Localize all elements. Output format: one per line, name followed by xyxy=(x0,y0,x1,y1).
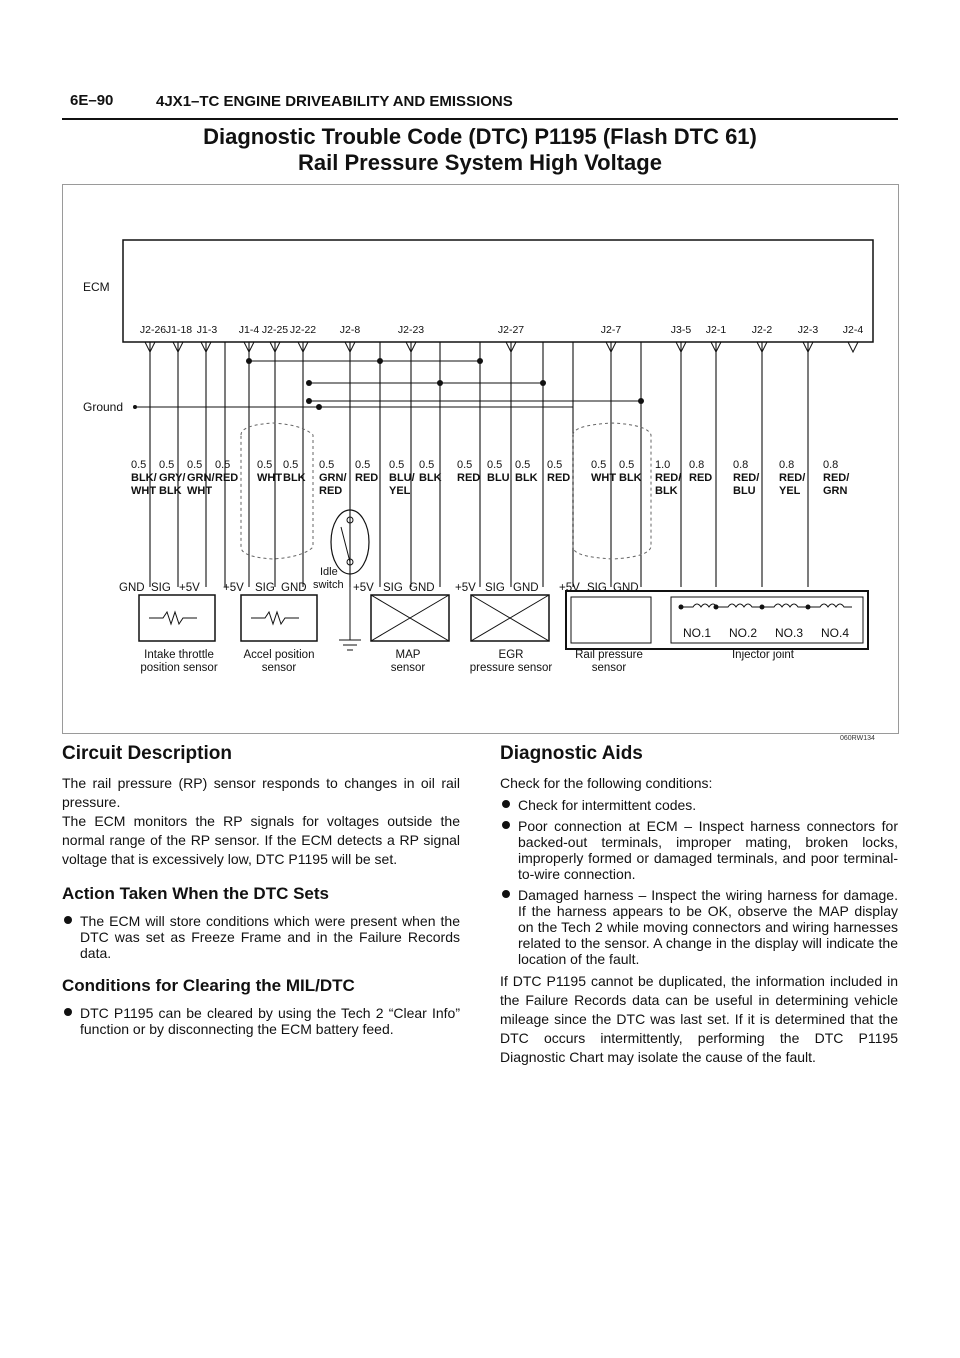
wire-label: 0.5 xyxy=(389,459,405,471)
pin-label: J3-5 xyxy=(670,324,692,336)
bullet-icon xyxy=(64,916,72,924)
wire-label: 0.5 xyxy=(159,459,175,471)
wire-label: 0.5 xyxy=(355,459,371,471)
wire-label: 0.5 xyxy=(591,459,607,471)
terminal-label: +5V xyxy=(455,582,476,594)
wire-label: BLK xyxy=(655,485,678,497)
wiring-diagram xyxy=(62,184,899,734)
wire-label: WHT xyxy=(131,485,157,497)
list-item: Poor connection at ECM – Inspect harness connectors for backed-out terminals, improper mating, broken locks, improperly formed or damaged terminals, and poor terminal-to-wire connection. xyxy=(500,818,898,882)
diagnostic-aids-heading: Diagnostic Aids xyxy=(500,743,643,764)
wire-label: BLU xyxy=(733,485,756,497)
wire-label: BLK xyxy=(283,472,306,484)
injector-label: NO.2 xyxy=(729,626,758,640)
bullet-icon xyxy=(64,1008,72,1016)
wire-label: 0.5 xyxy=(319,459,335,471)
left-column xyxy=(62,742,460,1042)
shield-outline-accel xyxy=(241,423,313,559)
diagnostic-aids-intro: Check for the following conditions: xyxy=(500,775,713,791)
pin-label: J1-3 xyxy=(196,324,218,336)
bullet-icon xyxy=(502,800,510,808)
circuit-description-heading: Circuit Description xyxy=(62,743,232,764)
wire-label: 0.8 xyxy=(779,459,795,471)
pin-label: J2-25 xyxy=(261,324,289,336)
wire-label: YEL xyxy=(779,485,801,497)
wire-label: RED/ xyxy=(779,472,806,484)
pin-label: J2-22 xyxy=(289,324,317,336)
wire-label: RED xyxy=(215,472,239,484)
wire-label: 0.8 xyxy=(823,459,839,471)
wire-label: GRN xyxy=(823,485,848,497)
wire-label: BLU/ xyxy=(389,472,415,484)
wire-label: YEL xyxy=(389,485,411,497)
wire-label: RED xyxy=(547,472,571,484)
diagnostic-aids-list xyxy=(500,797,898,967)
wire-label: GRN/ xyxy=(319,472,347,484)
wire-label: RED/ xyxy=(823,472,850,484)
pin-label: J2-2 xyxy=(751,324,773,336)
wire-label: 0.8 xyxy=(733,459,749,471)
ground-label: Ground xyxy=(83,400,124,414)
action-taken-list xyxy=(62,913,460,961)
pin-labels xyxy=(140,324,864,336)
junction-dot xyxy=(437,380,443,386)
terminal-label: SIG xyxy=(587,582,607,594)
idle-switch-label-1: Idle xyxy=(320,566,338,578)
junction-dot xyxy=(638,398,644,404)
wire-label: 0.5 xyxy=(131,459,147,471)
pin-label: J2-3 xyxy=(797,324,819,336)
wire-label: 0.5 xyxy=(515,459,531,471)
section-title: 4JX1–TC ENGINE DRIVEABILITY AND EMISSIONS xyxy=(156,93,513,110)
bullet-icon xyxy=(502,890,510,898)
component-labels xyxy=(140,626,849,674)
right-column xyxy=(500,742,898,1067)
pin-label: J2-23 xyxy=(397,324,425,336)
wire-label: BLK xyxy=(515,472,538,484)
document-title xyxy=(62,124,898,176)
pin-label: J1-18 xyxy=(165,324,193,336)
pin-label: J2-27 xyxy=(497,324,525,336)
wire-label: 0.8 xyxy=(689,459,705,471)
injector-label: NO.4 xyxy=(821,626,850,640)
injector-label: NO.1 xyxy=(683,626,712,640)
wire-label: 0.5 xyxy=(419,459,435,471)
component-label: sensor xyxy=(261,662,297,674)
terminal-label: SIG xyxy=(151,582,171,594)
wire-labels xyxy=(131,459,849,497)
title-line-2: Rail Pressure System High Voltage xyxy=(298,150,662,175)
wire-label: RED xyxy=(689,472,713,484)
terminal-label: +5V xyxy=(179,582,200,594)
component-label: sensor xyxy=(591,662,627,674)
junction-dot xyxy=(477,358,483,364)
wire-label: BLU xyxy=(487,472,510,484)
pin-label: J2-1 xyxy=(705,324,727,336)
wire-label: GRY/ xyxy=(159,472,186,484)
wire-label: 0.5 xyxy=(487,459,503,471)
action-taken-heading: Action Taken When the DTC Sets xyxy=(62,884,329,903)
junction-dot xyxy=(540,380,546,386)
page-number: 6E–90 xyxy=(70,92,114,109)
junction-dot xyxy=(306,380,312,386)
wire-label: 0.5 xyxy=(547,459,563,471)
terminal-label: +5V xyxy=(223,582,244,594)
wire-label: RED xyxy=(457,472,481,484)
pin-label: J2-8 xyxy=(339,324,361,336)
terminal-label: GND xyxy=(281,582,307,594)
wire-label: BLK/ xyxy=(131,472,157,484)
wire-label: RED/ xyxy=(655,472,682,484)
wire-label: WHT xyxy=(257,472,283,484)
wire-label: BLK xyxy=(619,472,642,484)
junction-dot xyxy=(316,404,322,410)
injector-coil xyxy=(716,604,760,607)
diagnostic-aids-closing: If DTC P1195 cannot be duplicated, the information included in the Failure Records data can be useful in determining vehicle mileage since the DTC was last set. If it is determined that the DTC occurs intermittently, performing the DTC P1195 Diagnostic Chart may isolate the cause of the fault. xyxy=(500,973,898,1065)
injector-label: NO.3 xyxy=(775,626,804,640)
terminal-labels xyxy=(119,582,639,594)
component-label: Intake throttle xyxy=(144,649,214,661)
egr-sensor-cross xyxy=(471,595,549,641)
map-sensor-cross xyxy=(371,595,449,641)
component-label: EGR xyxy=(498,649,524,661)
page-header xyxy=(62,88,898,120)
junction-dot xyxy=(377,358,383,364)
terminal-label: GND xyxy=(119,582,145,594)
injector-coil xyxy=(762,604,806,607)
resistor-symbol xyxy=(251,612,299,624)
list-item: The ECM will store conditions which were present when the DTC was set as Freeze Frame and in the Failure Records data. xyxy=(62,913,460,961)
bullet-icon xyxy=(502,821,510,829)
wire-label: BLK xyxy=(159,485,182,497)
wire-label: GRN/ xyxy=(187,472,215,484)
wire-label: 0.5 xyxy=(187,459,203,471)
wire-label: 1.0 xyxy=(655,459,671,471)
component-label: position sensor xyxy=(140,662,218,674)
clearing-heading: Conditions for Clearing the MIL/DTC xyxy=(62,976,355,995)
ecm-label: ECM xyxy=(83,280,110,294)
terminal-label: GND xyxy=(513,582,539,594)
pin-label: J2-26 xyxy=(139,324,167,336)
component-boxes xyxy=(139,591,868,649)
rail-pressure-sensor-box xyxy=(571,597,651,643)
component-label: MAP xyxy=(395,649,421,661)
shield-outline-rail xyxy=(573,423,651,559)
wire-label: 0.5 xyxy=(457,459,473,471)
injector-coil xyxy=(808,604,852,607)
wire-label: RED/ xyxy=(733,472,760,484)
idle-switch-label-2: switch xyxy=(313,579,344,591)
rail-injector-outer-box xyxy=(566,591,868,649)
component-label: Accel position xyxy=(243,649,315,661)
component-label: pressure sensor xyxy=(469,662,553,674)
pin-label: J1-4 xyxy=(238,324,260,336)
component-label: sensor xyxy=(390,662,426,674)
list-item: Check for intermittent codes. xyxy=(500,797,898,813)
resistor-symbol xyxy=(149,612,197,624)
terminal-label: +5V xyxy=(353,582,374,594)
wire-label: RED xyxy=(355,472,379,484)
wire-label: WHT xyxy=(187,485,213,497)
wire-label: 0.5 xyxy=(283,459,299,471)
junction-dot xyxy=(246,358,252,364)
pin-arrow xyxy=(848,342,858,352)
terminal-label: +5V xyxy=(559,582,580,594)
title-line-1: Diagnostic Trouble Code (DTC) P1195 (Flash DTC 61) xyxy=(203,124,757,149)
terminal-label: SIG xyxy=(383,582,403,594)
list-item: DTC P1195 can be cleared by using the Tech 2 “Clear Info” function or by disconnecting the ECM battery feed. xyxy=(62,1005,460,1037)
terminal-label: SIG xyxy=(255,582,275,594)
wire-label: 0.5 xyxy=(619,459,635,471)
terminal-label: SIG xyxy=(485,582,505,594)
terminal-label: GND xyxy=(613,582,639,594)
junction-dot xyxy=(306,398,312,404)
terminal-label: GND xyxy=(409,582,435,594)
clearing-list xyxy=(62,1005,460,1037)
component-label: Injector joint xyxy=(731,649,795,661)
wire-label: 0.5 xyxy=(257,459,273,471)
wire-label: RED xyxy=(319,485,343,497)
pin-label: J2-7 xyxy=(600,324,622,336)
wire-label: WHT xyxy=(591,472,617,484)
wire-label: BLK xyxy=(419,472,442,484)
pin-label: J2-4 xyxy=(842,324,864,336)
wiring-diagram-svg xyxy=(63,185,898,733)
circuit-description-para-2: The ECM monitors the RP signals for voltages outside the normal range of the RP sensor. If the ECM detects a RP signal voltage that is excessively low, DTC P1195 will be set. xyxy=(62,813,460,867)
component-label: Rail pressure xyxy=(575,649,643,661)
list-item: Damaged harness – Inspect the wiring harness for damage. If the harness appears to be OK, observe the MAP display on the Tech 2 while moving connectors and wiring harnesses related to the sensor. A change in the display will indicate the location of the fault. xyxy=(500,887,898,967)
figure-id: 060RW134 xyxy=(840,735,875,742)
wire-label: 0.5 xyxy=(215,459,231,471)
circuit-description-para-1: The rail pressure (RP) sensor responds to changes in oil rail pressure. xyxy=(62,775,460,810)
